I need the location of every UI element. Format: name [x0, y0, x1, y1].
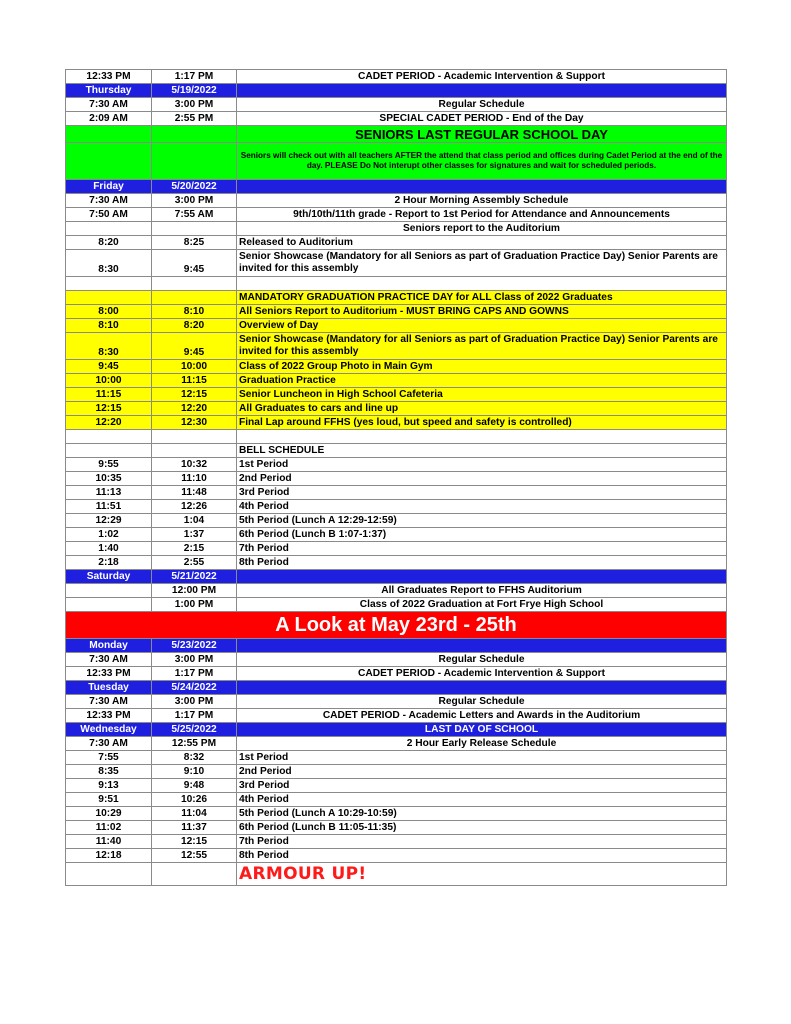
end-time: 11:04: [152, 807, 237, 821]
end-time: 3:00 PM: [152, 98, 237, 112]
seniors-heading: SENIORS LAST REGULAR SCHOOL DAY: [237, 126, 727, 143]
start-time: 1:02: [66, 528, 152, 542]
schedule-row: [66, 126, 727, 143]
end-time: 9:10: [152, 765, 237, 779]
empty-cell: [152, 143, 237, 180]
end-time: 12:15: [152, 388, 237, 402]
schedule-row: [66, 222, 727, 236]
schedule-row: [66, 84, 727, 98]
start-time: 11:02: [66, 821, 152, 835]
start-time: [66, 222, 152, 236]
end-time: 2:55: [152, 556, 237, 570]
section-banner: A Look at May 23rd - 25th: [66, 612, 727, 639]
schedule-row: [66, 793, 727, 807]
activity-description: All Seniors Report to Auditorium - MUST BRING CAPS AND GOWNS: [237, 305, 727, 319]
end-time: 10:26: [152, 793, 237, 807]
activity-description: Seniors report to the Auditorium: [237, 222, 727, 236]
activity-description: CADET PERIOD - Academic Intervention & Support: [237, 70, 727, 84]
start-time: 12:18: [66, 849, 152, 863]
start-time: [66, 584, 152, 598]
start-time: 8:30: [66, 333, 152, 360]
day-name: Monday: [66, 639, 152, 653]
schedule-row: [66, 779, 727, 793]
activity-description: 4th Period: [237, 793, 727, 807]
schedule-row: [66, 388, 727, 402]
empty-cell: [237, 430, 727, 444]
seniors-note: Seniors will check out with all teachers AFTER the attend that class period and offices during Cadet Period at the end of the day. PLEASE Do Not interupt other classes for signatures and wait for scheduled periods.: [237, 143, 727, 180]
end-time: 3:00 PM: [152, 653, 237, 667]
end-time: 8:10: [152, 305, 237, 319]
schedule-row: [66, 500, 727, 514]
activity-description: 3rd Period: [237, 486, 727, 500]
end-time: 12:00 PM: [152, 584, 237, 598]
end-time: 12:20: [152, 402, 237, 416]
schedule-row: [66, 319, 727, 333]
activity-description: Senior Showcase (Mandatory for all Seniors as part of Graduation Practice Day) Senior Parents are invited for this assembly: [237, 333, 727, 360]
schedule-row: [66, 180, 727, 194]
start-time: 9:45: [66, 360, 152, 374]
schedule-row: [66, 208, 727, 222]
schedule-row: [66, 681, 727, 695]
start-time: 2:09 AM: [66, 112, 152, 126]
activity-description: 2nd Period: [237, 472, 727, 486]
activity-description: 8th Period: [237, 849, 727, 863]
start-time: 7:50 AM: [66, 208, 152, 222]
end-time: 3:00 PM: [152, 695, 237, 709]
start-time: 7:30 AM: [66, 653, 152, 667]
start-time: 12:33 PM: [66, 667, 152, 681]
schedule-row: [66, 570, 727, 584]
end-time: [152, 222, 237, 236]
activity-description: 5th Period (Lunch A 12:29-12:59): [237, 514, 727, 528]
armour-up-slogan: ARMOUR UP!: [237, 863, 727, 886]
schedule-row: [66, 653, 727, 667]
end-time: 11:15: [152, 374, 237, 388]
empty-cell: [237, 277, 727, 291]
empty-cell: [152, 863, 237, 886]
schedule-row: [66, 709, 727, 723]
activity-description: Regular Schedule: [237, 98, 727, 112]
activity-description: CADET PERIOD - Academic Letters and Awards in the Auditorium: [237, 709, 727, 723]
activity-description: Class of 2022 Graduation at Fort Frye High School: [237, 598, 727, 612]
schedule-row: [66, 402, 727, 416]
schedule-row: [66, 667, 727, 681]
empty-cell: [66, 126, 152, 143]
activity-description: 2 Hour Morning Assembly Schedule: [237, 194, 727, 208]
schedule-row: [66, 849, 727, 863]
schedule-row: [66, 695, 727, 709]
activity-description: Final Lap around FFHS (yes loud, but speed and safety is controlled): [237, 416, 727, 430]
schedule-row: [66, 333, 727, 360]
day-note: LAST DAY OF SCHOOL: [237, 723, 727, 737]
day-note: [237, 681, 727, 695]
end-time: 12:15: [152, 835, 237, 849]
start-time: 12:33 PM: [66, 709, 152, 723]
start-time: 7:55: [66, 751, 152, 765]
end-time: 2:55 PM: [152, 112, 237, 126]
start-time: 11:40: [66, 835, 152, 849]
schedule-row: [66, 98, 727, 112]
schedule-row: [66, 236, 727, 250]
start-time: 2:18: [66, 556, 152, 570]
activity-description: 5th Period (Lunch A 10:29-10:59): [237, 807, 727, 821]
schedule-row: [66, 291, 727, 305]
start-time: 12:29: [66, 514, 152, 528]
empty-cell: [66, 143, 152, 180]
day-name: Wednesday: [66, 723, 152, 737]
activity-description: 8th Period: [237, 556, 727, 570]
schedule-row: [66, 863, 727, 886]
end-time: 1:00 PM: [152, 598, 237, 612]
end-time: 1:17 PM: [152, 667, 237, 681]
schedule-row: [66, 472, 727, 486]
start-time: 12:33 PM: [66, 70, 152, 84]
end-time: 9:45: [152, 333, 237, 360]
empty-cell: [66, 863, 152, 886]
day-note: [237, 639, 727, 653]
start-time: 11:13: [66, 486, 152, 500]
activity-description: BELL SCHEDULE: [237, 444, 727, 458]
activity-description: Graduation Practice: [237, 374, 727, 388]
start-time: 8:00: [66, 305, 152, 319]
end-time: 12:26: [152, 500, 237, 514]
schedule-row: [66, 194, 727, 208]
start-time: 7:30 AM: [66, 737, 152, 751]
activity-description: SPECIAL CADET PERIOD - End of the Day: [237, 112, 727, 126]
day-note: [237, 570, 727, 584]
day-date: 5/23/2022: [152, 639, 237, 653]
activity-description: CADET PERIOD - Academic Intervention & Support: [237, 667, 727, 681]
schedule-row: [66, 528, 727, 542]
end-time: 11:37: [152, 821, 237, 835]
start-time: 12:15: [66, 402, 152, 416]
activity-description: Senior Luncheon in High School Cafeteria: [237, 388, 727, 402]
day-name: Tuesday: [66, 681, 152, 695]
start-time: 10:35: [66, 472, 152, 486]
activity-description: Regular Schedule: [237, 653, 727, 667]
end-time: 1:37: [152, 528, 237, 542]
start-time: [66, 444, 152, 458]
end-time: 1:17 PM: [152, 70, 237, 84]
schedule-row: [66, 765, 727, 779]
start-time: 7:30 AM: [66, 98, 152, 112]
end-time: 11:48: [152, 486, 237, 500]
schedule-row: [66, 598, 727, 612]
schedule-row: [66, 277, 727, 291]
end-time: 9:48: [152, 779, 237, 793]
schedule-row: [66, 305, 727, 319]
start-time: [66, 598, 152, 612]
schedule-row: [66, 556, 727, 570]
schedule-row: [66, 70, 727, 84]
end-time: [152, 444, 237, 458]
start-time: 11:51: [66, 500, 152, 514]
empty-cell: [66, 430, 152, 444]
schedule-row: [66, 584, 727, 598]
schedule-row: [66, 360, 727, 374]
end-time: 3:00 PM: [152, 194, 237, 208]
start-time: 10:29: [66, 807, 152, 821]
activity-description: 2nd Period: [237, 765, 727, 779]
empty-cell: [152, 126, 237, 143]
activity-description: 4th Period: [237, 500, 727, 514]
schedule-table: [65, 69, 727, 886]
end-time: 8:25: [152, 236, 237, 250]
start-time: 8:35: [66, 765, 152, 779]
day-note: [237, 180, 727, 194]
schedule-row: [66, 751, 727, 765]
schedule-row: [66, 458, 727, 472]
day-date: 5/24/2022: [152, 681, 237, 695]
schedule-row: [66, 112, 727, 126]
start-time: 10:00: [66, 374, 152, 388]
end-time: 10:00: [152, 360, 237, 374]
start-time: 8:30: [66, 250, 152, 277]
schedule-row: [66, 514, 727, 528]
activity-description: Senior Showcase (Mandatory for all Seniors as part of Graduation Practice Day) Senior Parents are invited for this assembly: [237, 250, 727, 277]
end-time: 1:17 PM: [152, 709, 237, 723]
empty-cell: [152, 430, 237, 444]
schedule-row: [66, 723, 727, 737]
end-time: [152, 291, 237, 305]
end-time: 8:20: [152, 319, 237, 333]
activity-description: All Graduates to cars and line up: [237, 402, 727, 416]
schedule-row: [66, 807, 727, 821]
schedule-row: [66, 639, 727, 653]
schedule-row: [66, 486, 727, 500]
activity-description: 7th Period: [237, 835, 727, 849]
activity-description: 6th Period (Lunch B 11:05-11:35): [237, 821, 727, 835]
start-time: 12:20: [66, 416, 152, 430]
end-time: 10:32: [152, 458, 237, 472]
start-time: 9:55: [66, 458, 152, 472]
day-name: Saturday: [66, 570, 152, 584]
day-date: 5/19/2022: [152, 84, 237, 98]
end-time: 8:32: [152, 751, 237, 765]
activity-description: 3rd Period: [237, 779, 727, 793]
start-time: 9:13: [66, 779, 152, 793]
activity-description: Released to Auditorium: [237, 236, 727, 250]
start-time: 7:30 AM: [66, 194, 152, 208]
schedule-row: [66, 542, 727, 556]
start-time: 8:10: [66, 319, 152, 333]
activity-description: Overview of Day: [237, 319, 727, 333]
start-time: [66, 291, 152, 305]
activity-description: MANDATORY GRADUATION PRACTICE DAY for ALL Class of 2022 Graduates: [237, 291, 727, 305]
end-time: 2:15: [152, 542, 237, 556]
empty-cell: [66, 277, 152, 291]
schedule-row: [66, 821, 727, 835]
activity-description: 6th Period (Lunch B 1:07-1:37): [237, 528, 727, 542]
end-time: 11:10: [152, 472, 237, 486]
start-time: 7:30 AM: [66, 695, 152, 709]
end-time: 12:55: [152, 849, 237, 863]
end-time: 9:45: [152, 250, 237, 277]
schedule-row: [66, 737, 727, 751]
schedule-row: [66, 374, 727, 388]
end-time: 12:30: [152, 416, 237, 430]
day-name: Friday: [66, 180, 152, 194]
schedule-row: [66, 444, 727, 458]
day-date: 5/20/2022: [152, 180, 237, 194]
start-time: 11:15: [66, 388, 152, 402]
start-time: 1:40: [66, 542, 152, 556]
end-time: 1:04: [152, 514, 237, 528]
activity-description: 2 Hour Early Release Schedule: [237, 737, 727, 751]
activity-description: 1st Period: [237, 458, 727, 472]
start-time: 8:20: [66, 236, 152, 250]
day-name: Thursday: [66, 84, 152, 98]
end-time: 7:55 AM: [152, 208, 237, 222]
activity-description: Class of 2022 Group Photo in Main Gym: [237, 360, 727, 374]
schedule-row: [66, 250, 727, 277]
end-time: 12:55 PM: [152, 737, 237, 751]
activity-description: 7th Period: [237, 542, 727, 556]
schedule-row: [66, 143, 727, 180]
start-time: 9:51: [66, 793, 152, 807]
activity-description: All Graduates Report to FFHS Auditorium: [237, 584, 727, 598]
schedule-row: [66, 416, 727, 430]
empty-cell: [152, 277, 237, 291]
day-note: [237, 84, 727, 98]
schedule-row: [66, 835, 727, 849]
schedule-row: [66, 612, 727, 639]
day-date: 5/25/2022: [152, 723, 237, 737]
activity-description: Regular Schedule: [237, 695, 727, 709]
schedule-row: [66, 430, 727, 444]
activity-description: 9th/10th/11th grade - Report to 1st Period for Attendance and Announcements: [237, 208, 727, 222]
activity-description: 1st Period: [237, 751, 727, 765]
day-date: 5/21/2022: [152, 570, 237, 584]
